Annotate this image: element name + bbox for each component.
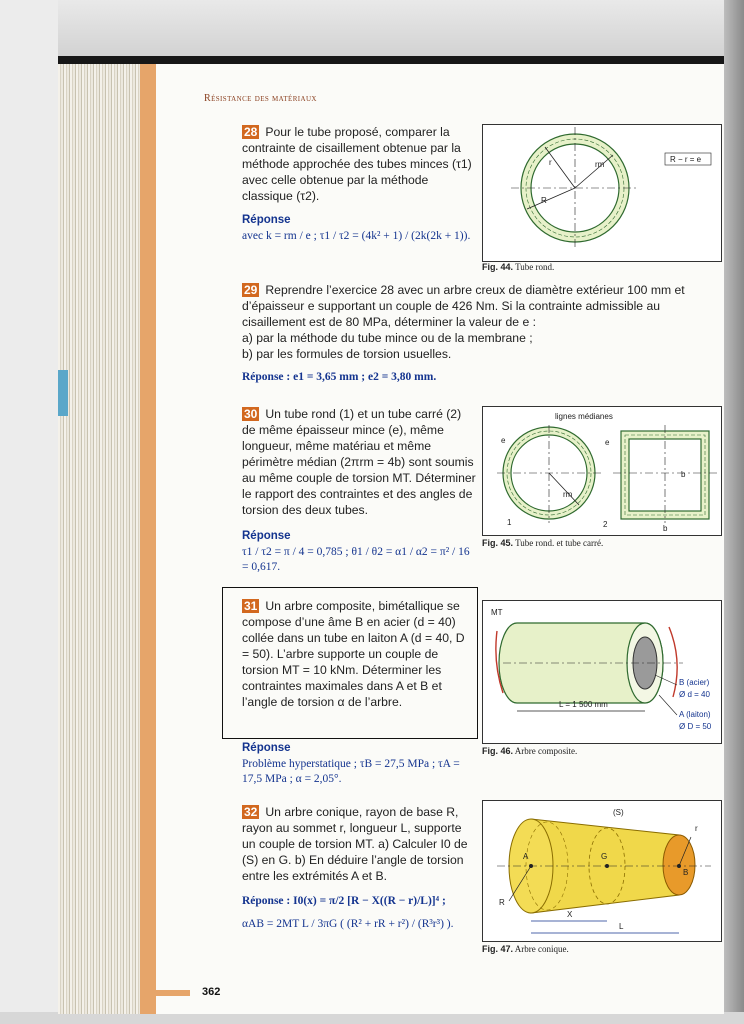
exercise-number: 28: [244, 125, 258, 139]
reponse-formula: avec k = rm / e ; τ1 / τ2 = (4k² + 1) / (2k(2k + 1)).: [242, 230, 471, 242]
tube-round-square-drawing: [483, 407, 721, 535]
label-X: X: [567, 910, 573, 919]
exercise-28-text: 28 Pour le tube proposé, comparer la contrainte de cisaillement obtenue par la méthode approchée des tubes minces (τ1) avec celle obtenue par la méthode classique (τ2).: [242, 125, 472, 203]
label-R: R: [541, 196, 547, 205]
label-lignes-medianes: lignes médianes: [555, 412, 613, 421]
exercise-30: [242, 406, 476, 575]
page-number-bar: [156, 990, 190, 996]
figure-45: [482, 406, 722, 536]
label-D: Ø D = 50: [679, 722, 712, 731]
figure-47-caption: Fig. 47. Arbre conique.: [482, 944, 569, 954]
figure-46-caption: Fig. 46. Arbre composite.: [482, 746, 578, 756]
exercise-number: 30: [244, 407, 258, 421]
label-r: r: [549, 158, 552, 167]
label-A-laiton: A (laiton): [679, 710, 711, 719]
label-b-horizontal: b: [663, 524, 668, 533]
reponse-formula: τ1 / τ2 = π / 4 = 0,785 ; θ1 / θ2 = α1 / α2 = π² / 16 = 0,617.: [242, 546, 470, 573]
label-b-vertical: b: [681, 470, 686, 479]
conical-shaft-drawing: [483, 801, 721, 941]
label-R: R: [499, 898, 505, 907]
reponse-label: Réponse: [242, 214, 291, 226]
reponse-formula-2: αAB = 2MT L / 3πG ( (R² + rR + r²) / (R³r³) ).: [242, 918, 454, 930]
tube-round-drawing: [483, 125, 721, 261]
exercise-31-text: 31 Un arbre composite, bimétallique se compose d’une âme B en acier (d = 40) collée dans un tube en laiton A (d = 40, D = 50). L’arbre supporte un couple de torsion MT = 10 kNm. Déterminer les contraintes maximales dans A et B et l’angle de torsion α de l’arbre.: [242, 599, 465, 709]
exercise-29-reponse: Réponse : e1 = 3,65 mm ; e2 = 3,80 mm.: [242, 371, 437, 383]
exercise-31-answer: [242, 742, 476, 787]
label-S: (S): [613, 808, 624, 817]
exercise-29-item-a: a) par la méthode du tube mince ou de la membrane ;: [242, 331, 533, 345]
exercise-32: [242, 804, 476, 932]
reponse-label: Réponse: [242, 530, 291, 542]
exercise-29-text: 29 Reprendre l’exercice 28 avec un arbre creux de diamètre extérieur 100 mm et d’épaisseur e supportant un couple de 426 Nm. Si la contrainte admissible au cisaillement est de 80 MPa, déterminer la valeur de e :: [242, 283, 685, 329]
running-head: Résistance des matériaux: [204, 93, 317, 104]
label-L: L = 1 500 mm: [559, 700, 608, 709]
label-rm: rm: [595, 160, 605, 169]
page-number: 362: [202, 986, 221, 998]
book-page: [156, 64, 724, 1014]
reponse-label: Réponse: [242, 742, 291, 754]
reponse-formula: Problème hyperstatique ; τB = 27,5 MPa ; τA = 17,5 MPa ; α = 2,05°.: [242, 758, 460, 785]
bookmark-tab: [58, 370, 68, 416]
background-left: [0, 0, 58, 1024]
figure-44: [482, 124, 722, 262]
page-edges: [58, 64, 142, 1014]
label-2: 2: [603, 520, 608, 529]
figure-45-caption: Fig. 45. Tube rond. et tube carré.: [482, 538, 604, 548]
figure-44-caption: Fig. 44. Tube rond.: [482, 262, 555, 272]
page-margin-band: [140, 64, 156, 1014]
label-L: L: [619, 922, 624, 931]
exercise-29: [242, 282, 720, 385]
label-e-square: e: [605, 438, 610, 447]
label-mt: MT: [491, 608, 503, 617]
exercise-29-item-b: b) par les formules de torsion usuelles.: [242, 347, 452, 361]
figure-46: [482, 600, 722, 744]
background-right: [724, 0, 744, 1024]
background-top: [0, 0, 744, 64]
label-rm: rm: [563, 490, 573, 499]
exercise-32-text: 32 Un arbre conique, rayon de base R, rayon au sommet r, longueur L, supporte un couple de torsion MT. a) Calculer I0 de (S) en G. b) En déduire l’angle de torsion entre les extrémités A et B.: [242, 805, 468, 883]
exercise-28: [242, 124, 476, 244]
label-eq: R − r = e: [670, 155, 702, 164]
exercise-number: 32: [244, 805, 258, 819]
label-B-acier: B (acier): [679, 678, 710, 687]
exercise-number: 29: [244, 283, 258, 297]
exercise-30-text: 30 Un tube rond (1) et un tube carré (2) de même épaisseur mince (e), même longueur, même matériau et même périmètre médian (2πrm = 4b) sont soumis au même couple de torsion MT. Déterminer le rapport des contraintes et des angles de torsion des deux tubes.: [242, 407, 476, 517]
label-d: Ø d = 40: [679, 690, 710, 699]
label-A: A: [523, 852, 529, 861]
label-G: G: [601, 852, 608, 861]
exercise-number: 31: [244, 599, 258, 613]
figure-47: [482, 800, 722, 942]
label-B: B: [683, 868, 689, 877]
exercise-31: [242, 598, 468, 710]
label-r: r: [695, 824, 698, 833]
reponse-formula: Réponse : I0(x) = π/2 [R − X((R − r)/L)]⁴ ;: [242, 895, 446, 907]
label-e-round: e: [501, 436, 506, 445]
composite-shaft-drawing: [483, 601, 721, 743]
label-1: 1: [507, 518, 512, 527]
